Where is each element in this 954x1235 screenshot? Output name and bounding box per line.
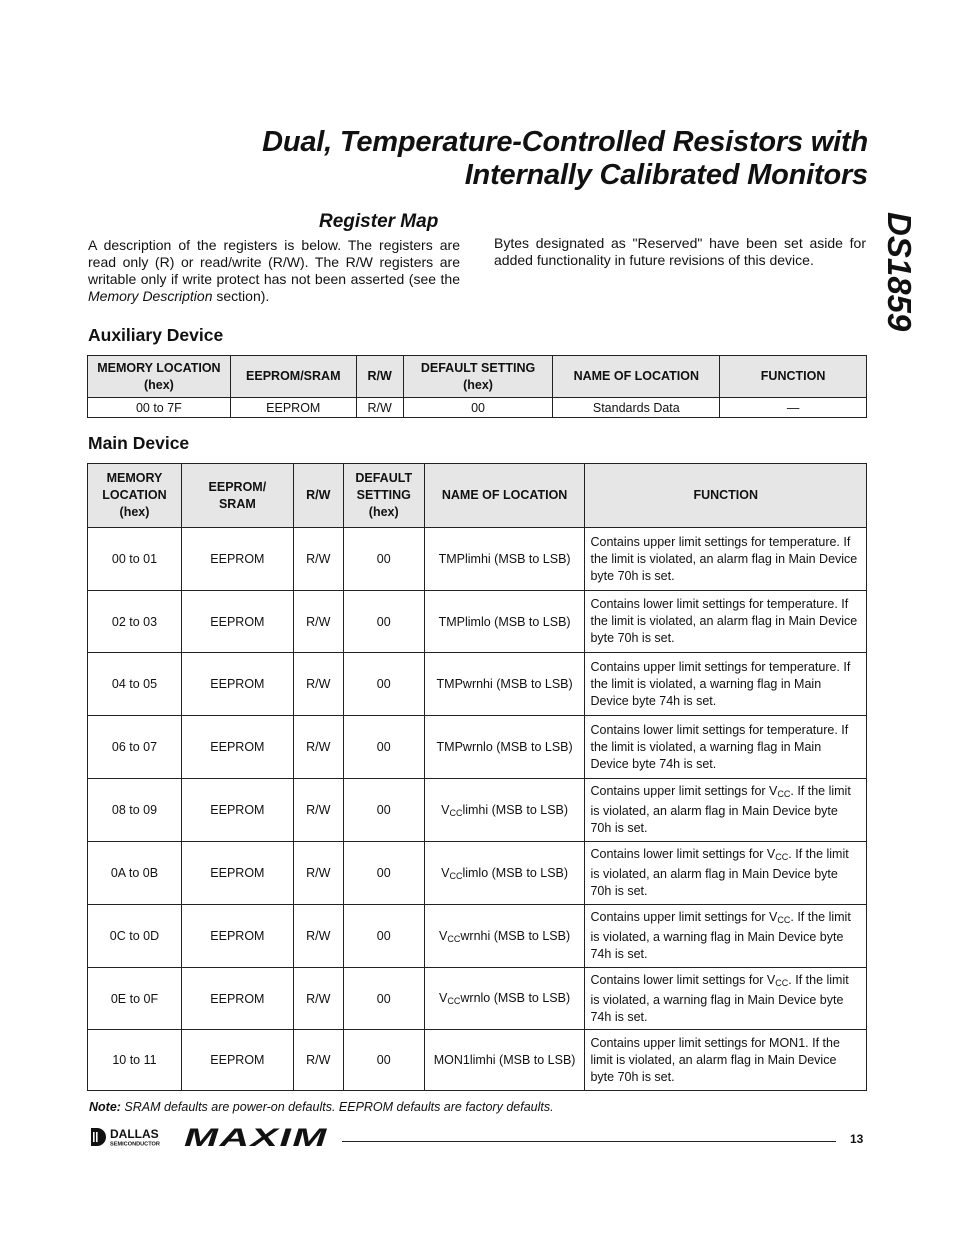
col-default-setting: DEFAULT SETTING (hex) (343, 464, 424, 528)
col-function: FUNCTION (720, 356, 867, 398)
auxiliary-device-table (87, 355, 867, 418)
cell-name: $V_{CC}wrnlo$ (MSB to LSB) (424, 968, 585, 1030)
col-eeprom-sram: EEPROM/ SRAM (181, 464, 293, 528)
cell-function: Contains upper limit settings for $V_{CC}$. If the limit is violated, a warning flag in Main Device byte 74h is set. (585, 905, 867, 968)
register-map-intro-left (88, 237, 460, 305)
cell-memory-type: EEPROM (181, 716, 293, 779)
part-number: DS1859 (881, 212, 918, 332)
cell-function: Contains lower limit settings for temperature. If the limit is violated, an alarm flag in Main Device byte 70h is set. (585, 591, 867, 653)
intro-left-text-end: section). (212, 288, 270, 304)
note-text: SRAM defaults are power-on defaults. EEPROM defaults are factory defaults. (120, 1100, 554, 1114)
cell-default: 00 (403, 398, 553, 418)
table-row (88, 1030, 867, 1091)
cell-name: Standards Data (553, 398, 720, 418)
table-row (88, 591, 867, 653)
table-row (88, 528, 867, 591)
cell-default: 00 (343, 716, 424, 779)
table-row (88, 842, 867, 905)
dallas-logo-icon (89, 1126, 179, 1148)
cell-location: 08 to 09 (88, 779, 182, 842)
cell-location: 00 to 01 (88, 528, 182, 591)
cell-memory-type: EEPROM (181, 968, 293, 1030)
cell-memory-type: EEPROM (181, 779, 293, 842)
dallas-semiconductor-logo (89, 1126, 179, 1148)
cell-rw: R/W (356, 398, 403, 418)
note-label: Note: (89, 1100, 121, 1114)
cell-default: 00 (343, 905, 424, 968)
cell-location: 04 to 05 (88, 653, 182, 716)
cell-location: 10 to 11 (88, 1030, 182, 1091)
cell-function: Contains upper limit settings for $V_{CC}$. If the limit is violated, an alarm flag in Main Device byte 70h is set. (585, 779, 867, 842)
part-number-tab (880, 212, 920, 352)
register-map-heading: Register Map (319, 211, 439, 232)
cell-memory-type: EEPROM (181, 1030, 293, 1091)
col-memory-location: MEMORY LOCATION (hex) (88, 356, 231, 398)
col-default-setting: DEFAULT SETTING (hex) (403, 356, 553, 398)
cell-function: Contains upper limit settings for MON1. If the limit is violated, an alarm flag in Main Device byte 70h is set. (585, 1030, 867, 1091)
cell-name: TMPlimhi (MSB to LSB) (424, 528, 585, 591)
table-header-row (88, 356, 867, 398)
cell-function: Contains lower limit settings for $V_{CC}$. If the limit is violated, a warning flag in Main Device byte 74h is set. (585, 968, 867, 1030)
cell-location: 00 to 7F (88, 398, 231, 418)
table-row (88, 653, 867, 716)
cell-rw: R/W (293, 968, 343, 1030)
cell-function: Contains upper limit settings for temperature. If the limit is violated, a warning flag in Main Device byte 74h is set. (585, 653, 867, 716)
cell-name: $V_{CC}wrnhi$ (MSB to LSB) (424, 905, 585, 968)
cell-default: 00 (343, 779, 424, 842)
cell-rw: R/W (293, 653, 343, 716)
table-row (88, 968, 867, 1030)
col-function: FUNCTION (585, 464, 867, 528)
cell-default: 00 (343, 591, 424, 653)
cell-name: TMPlimlo (MSB to LSB) (424, 591, 585, 653)
cell-function: Contains upper limit settings for temperature. If the limit is violated, an alarm flag in Main Device byte 70h is set. (585, 528, 867, 591)
svg-text:SEMICONDUCTOR: SEMICONDUCTOR (110, 1141, 160, 1148)
svg-text:DALLAS: DALLAS (110, 1127, 159, 1141)
svg-text:MAXIM: MAXIM (184, 1126, 329, 1148)
col-rw: R/W (356, 356, 403, 398)
cell-name: $V_{CC}limhi$ (MSB to LSB) (424, 779, 585, 842)
cell-location: 0A to 0B (88, 842, 182, 905)
col-rw: R/W (293, 464, 343, 528)
cell-location: 0E to 0F (88, 968, 182, 1030)
main-device-table (87, 463, 867, 1091)
cell-default: 00 (343, 653, 424, 716)
cell-function: — (720, 398, 867, 418)
page-number: 13 (850, 1132, 864, 1146)
cell-name: TMPwrnlo (MSB to LSB) (424, 716, 585, 779)
cell-default: 00 (343, 842, 424, 905)
col-memory-location: MEMORY LOCATION (hex) (88, 464, 182, 528)
cell-rw: R/W (293, 1030, 343, 1091)
cell-memory-type: EEPROM (181, 591, 293, 653)
cell-memory-type: EEPROM (181, 905, 293, 968)
cell-default: 00 (343, 968, 424, 1030)
maxim-logo-icon (184, 1126, 330, 1148)
memory-description-ref: Memory Description (88, 288, 213, 304)
cell-name: $V_{CC}limlo$ (MSB to LSB) (424, 842, 585, 905)
cell-name: TMPwrnhi (MSB to LSB) (424, 653, 585, 716)
cell-function: Contains lower limit settings for temperature. If the limit is violated, a warning flag in Main Device byte 74h is set. (585, 716, 867, 779)
cell-memory-type: EEPROM (181, 842, 293, 905)
cell-location: 0C to 0D (88, 905, 182, 968)
title-line-2: Internally Calibrated Monitors (464, 159, 868, 191)
cell-memory-type: EEPROM (230, 398, 356, 418)
cell-rw: R/W (293, 591, 343, 653)
main-device-heading: Main Device (88, 433, 190, 453)
cell-memory-type: EEPROM (181, 653, 293, 716)
col-name-of-location: NAME OF LOCATION (553, 356, 720, 398)
cell-default: 00 (343, 528, 424, 591)
table-row (88, 398, 867, 418)
table-row (88, 716, 867, 779)
table-header-row (88, 464, 867, 528)
title-line-1: Dual, Temperature-Controlled Resistors with (262, 126, 868, 158)
cell-rw: R/W (293, 842, 343, 905)
cell-rw: R/W (293, 779, 343, 842)
table-note (89, 1100, 554, 1114)
cell-function: Contains lower limit settings for $V_{CC}$. If the limit is violated, an alarm flag in Main Device byte 70h is set. (585, 842, 867, 905)
cell-memory-type: EEPROM (181, 528, 293, 591)
footer-divider (342, 1141, 836, 1142)
cell-rw: R/W (293, 528, 343, 591)
table-row (88, 905, 867, 968)
intro-left-text: A description of the registers is below. The registers are read only (R) or read/write (R/W). The R/W registers are writable only if write protect has not been asserted (see the (88, 237, 460, 287)
cell-rw: R/W (293, 905, 343, 968)
cell-location: 02 to 03 (88, 591, 182, 653)
document-title (262, 126, 868, 192)
col-eeprom-sram: EEPROM/SRAM (230, 356, 356, 398)
register-map-intro-right: Bytes designated as "Reserved" have been set aside for added functionality in future revisions of this device. (494, 235, 866, 268)
auxiliary-device-heading: Auxiliary Device (88, 325, 224, 345)
cell-default: 00 (343, 1030, 424, 1091)
cell-rw: R/W (293, 716, 343, 779)
table-row (88, 779, 867, 842)
cell-name: MON1limhi (MSB to LSB) (424, 1030, 585, 1091)
col-name-of-location: NAME OF LOCATION (424, 464, 585, 528)
cell-location: 06 to 07 (88, 716, 182, 779)
maxim-logo (184, 1126, 330, 1148)
